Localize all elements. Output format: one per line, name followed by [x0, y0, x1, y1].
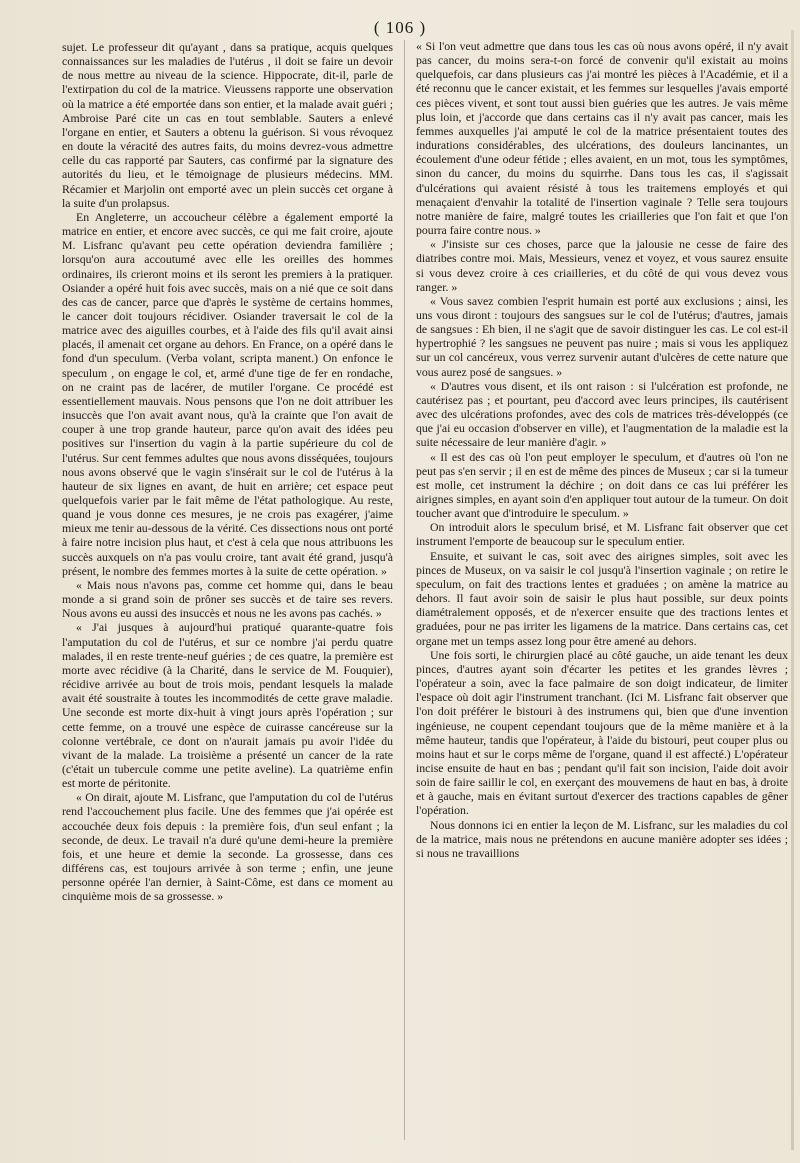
page-edge [791, 30, 794, 1150]
paragraph: « Mais nous n'avons pas, comme cet homme qui, dans le beau monde a si grand soin de prôner ses succès et de taire ses revers. Nous avons eu aussi des insuccès et nous ne les avons pas cachés. » [62, 577, 393, 621]
paragraph: En Angleterre, un accoucheur célèbre a également emporté la matrice en entier, et encore avec succès, ce qui me fait croire, ajoute M. Lisfranc qu'avant peu cette opération deviendra familière ; lorsqu'on aura accoutumé avec elle les oreilles des hommes ordinaires, ils crieront moins et ils seront les premiers à la pratiquer. Osiander a opéré huit fois avec succès, mais on a nié que ce soit dans des cas de cancer, parce que d'après le système de certains hommes, le cancer doit toujours récidiver. Osiander traversait le col de la matrice avec des aiguilles courbes, et à l'aide des fils qu'il avait ainsi placés, il amenait cet organe au dehors. En France, on a opéré dans le fond d'un speculum. (Verba volant, scripta manent.) On enfonce le speculum , on engage le col, et, armé d'une tige de fer en rondache, on ne craint pas de lacérer, de mutiler l'organe. Ce procédé est essentiellement mauvais. Nous pensons que l'on ne doit attribuer les insuccès que l'on avait avant nous, qu'à la crainte que l'on avait de couper à une trop grande hauteur, parce qu'on avait des idées peu positives sur l'insertion du vagin à la partie supérieure du col de l'utérus. Sur cent femmes adultes que nous avons disséquées, toujours nous avons observé que le vagin s'insérait sur le col de l'utérus à la hauteur de six lignes en avant, de huit en arrière; cet espace peut quelquefois varier par le fait même de l'état pathologique. Au reste, quand je vous donne ces mesures, je ne crois pas exagérer, j'aime mieux me tenir au-dessous de la vérité. Ces dissections nous ont porté à faire notre incision plus haut, et c'est à cela que nous attribuons les succès auxquels on n'a pas voulu croire, tant avait été grand, jusqu'à présent, le nombre des femmes mortes à la suite de cette opération. » [62, 209, 393, 578]
paragraph: On introduit alors le speculum brisé, et M. Lisfranc fait observer que cet instrument l'emporte de beaucoup sur le speculum entier. [416, 520, 788, 549]
paragraph: « Il est des cas où l'on peut employer le speculum, et d'autres où l'on ne peut pas s'en servir ; il en est de même des pinces de Museux ; car si la tumeur est molle, cet instrument la déchire ; on doit dans ce cas lui préférer les airignes simples, en ayant soin d'en appliquer tout autour de la tumeur. On doit toucher avant que d'introduire le speculum. » [416, 449, 788, 521]
paragraph: « Vous savez combien l'esprit humain est porté aux exclusions ; ainsi, les uns vous diront : toujours des sangsues sur le col de l'utérus; d'autres, jamais de sangsues : Eh bien, il ne s'agit que de savoir distinguer les cas. Le col est-il hypertrophié ? les sangsues ne peuvent pas nuire ; mais si vous les appliquez sur un col cancéreux, vous verrez survenir autant d'ulcères de cette nature que vous aurez posé de sangsues. » [416, 293, 788, 379]
paragraph: sujet. Le professeur dit qu'ayant , dans sa pratique, acquis quelques connaissances sur les maladies de l'utérus , il doit se faire un devoir de nous mettre au niveau de la science. Hippocrate, dit-il, parle de l'extirpation du col de la matrice. Vieussens rapporte une observation où la matrice a été emportée dans son entier, et la malade avait guéri ; Ambroise Paré cite un cas en tout semblable. Sauters a enlevé l'organe en entier, et Sauters a obtenu la guérison. Si vous révoquez en doute la véracité des autres faits, du moins devrez-vous admettre celle du cas rapporté par Sauters, cas confirmé par la signature des autorités du lieu, et le témoignage de plusieurs médecins. MM. Récamier et Marjolin ont emporté avec un plein succès cet organe à la suite d'un prolapsus. [62, 40, 393, 210]
paragraph: Ensuite, et suivant le cas, soit avec des airignes simples, soit avec les pinces de Museux, on va saisir le col jusqu'à l'insertion vaginale ; on retire le speculum, on fait des tractions lentes et graduées ; on amène la matrice au dehors. Il faut avoir soin de saisir le plus haut possible, sur deux points diamétralement opposés, et de n'exercer ensuite que des tractions lentes et graduées, pour ne pas irriter les ligamens de la matrice. Dans certains cas, cet organe met un temps assez long pour être amené au dehors. [416, 548, 788, 648]
paragraph: « J'insiste sur ces choses, parce que la jalousie ne cesse de faire des diatribes contre moi. Mais, Messieurs, venez et voyez, et vous saurez ensuite si vous devez croire à ces criailleries, et du côté de qui vous devez vous ranger. » [416, 237, 788, 294]
paragraph: Nous donnons ici en entier la leçon de M. Lisfranc, sur les maladies du col de la matrice, mais nous ne prétendons en aucune manière adopter ses idées ; si nous ne travaillions [416, 817, 788, 860]
paragraph: « J'ai jusques à aujourd'hui pratiqué quarante-quatre fois l'amputation du col de l'utérus, et sur ce nombre j'ai perdu quatre malades, il en reste trente-neuf guéries ; de ces quatre, la première est morte avec récidive (à la Charité, dans le service de M. Fouquier), récidive arrivée au bout de trois mois, pendant lesquels la malade avait été soustraite à toutes les incommodités de cette grave maladie. Une seconde est morte dix-huit à vingt jours après l'opération ; sur cette femme, on a trouvé une espèce de cuirasse cancéreuse sur la colonne vertébrale, ce dont on n'aurait jamais pu avoir l'idée du vivant de la malade. La troisième a présenté un cancer de la rate (c'était un tubercule comme une petite aveline). La quatrième enfin est morte de péritonite. [62, 620, 393, 791]
paragraph: Une fois sorti, le chirurgien placé au côté gauche, un aide tenant les deux pinces, d'autres ayant soin d'écarter les petites et les grandes lèvres ; l'opérateur a soin, avec la face palmaire de son doigt indicateur, de limiter l'espace où doit agir l'instrument tranchant. (Ici M. Lisfranc fait observer que l'on doit préférer le bistouri à des instrumens qui, bien que d'une invention ingénieuse, ne coupent cependant toujours que de la même manière et à la même hauteur, tandis que l'opérateur, à l'aide du bistouri, peut couper plus ou moins haut et sur le corps même de l'organe, quand il est affecté.) L'opérateur incise ensuite de haut en bas ; pendant qu'il fait son incision, l'aide doit avoir soin de faire saillir le col, en exerçant des mouvemens de haut en bas, à droite et à gauche, mais en évitant surtout d'exercer des tractions capables de gêner l'opération. [416, 647, 788, 818]
column-divider [404, 40, 405, 1140]
paragraph: « Si l'on veut admettre que dans tous les cas où nous avons opéré, il n'y avait pas cancer, du moins sera-t-on forcé de convenir qu'il existait au moins quelquefois, car dans plusieurs cas j'ai montré les pièces à l'Académie, et il a été reconnu que le cancer existait, et les femmes sur lesquelles j'avais emporté ces pièces vivent, et sont tout aussi bien guéries que les autres. Je vais même plus loin, et j'accorde que dans certains cas il n'y avait pas cancer, mais les femmes auxquelles j'ai amputé le col de la matrice présentaient toutes des indurations considérables, des ulcérations, des douleurs lancinantes, un écoulement d'une odeur fétide ; elles avaient, en un mot, tous les symptômes, sinon du cancer, du moins du squirrhe. Dans tous les cas, il s'agissait d'ulcérations qui avaient résisté à tous les traitemens employés et qui menaçaient d'envahir la totalité de l'insertion vaginale ? Telle sera toujours notre manière de faire, malgré toutes les criailleries que l'on fait et que l'on pourra faire contre nous. » [416, 39, 788, 238]
page-number: ( 106 ) [373, 18, 427, 37]
paragraph: « D'autres vous disent, et ils ont raison : si l'ulcération est profonde, ne cautérisez pas ; et pourtant, peu d'accord avec leurs principes, ils cautérisent avec des ulcérations profondes, avec des cols de matrices très-développés (ce que j'ai eu occasion d'observer en ville), et l'augmentation de la maladie est la suite nécessaire de leur manière d'agir. » [416, 378, 788, 450]
left-column [62, 40, 393, 904]
paragraph: « On dirait, ajoute M. Lisfranc, que l'amputation du col de l'utérus rend l'accouchement plus facile. Une des femmes que j'ai opérée est accouchée deux fois depuis : la première fois, d'un seul enfant ; la seconde, de deux. Le travail n'a duré qu'une demi-heure la première fois, et une heure et demie la seconde. La grossesse, dans ces différens cas, est toujours arrivée à son terme ; enfin, une jeune personne opérée l'an dernier, à Saint-Côme, est dans ce moment au cinquième mois de sa grossesse. » [62, 790, 393, 904]
right-column [416, 39, 788, 860]
